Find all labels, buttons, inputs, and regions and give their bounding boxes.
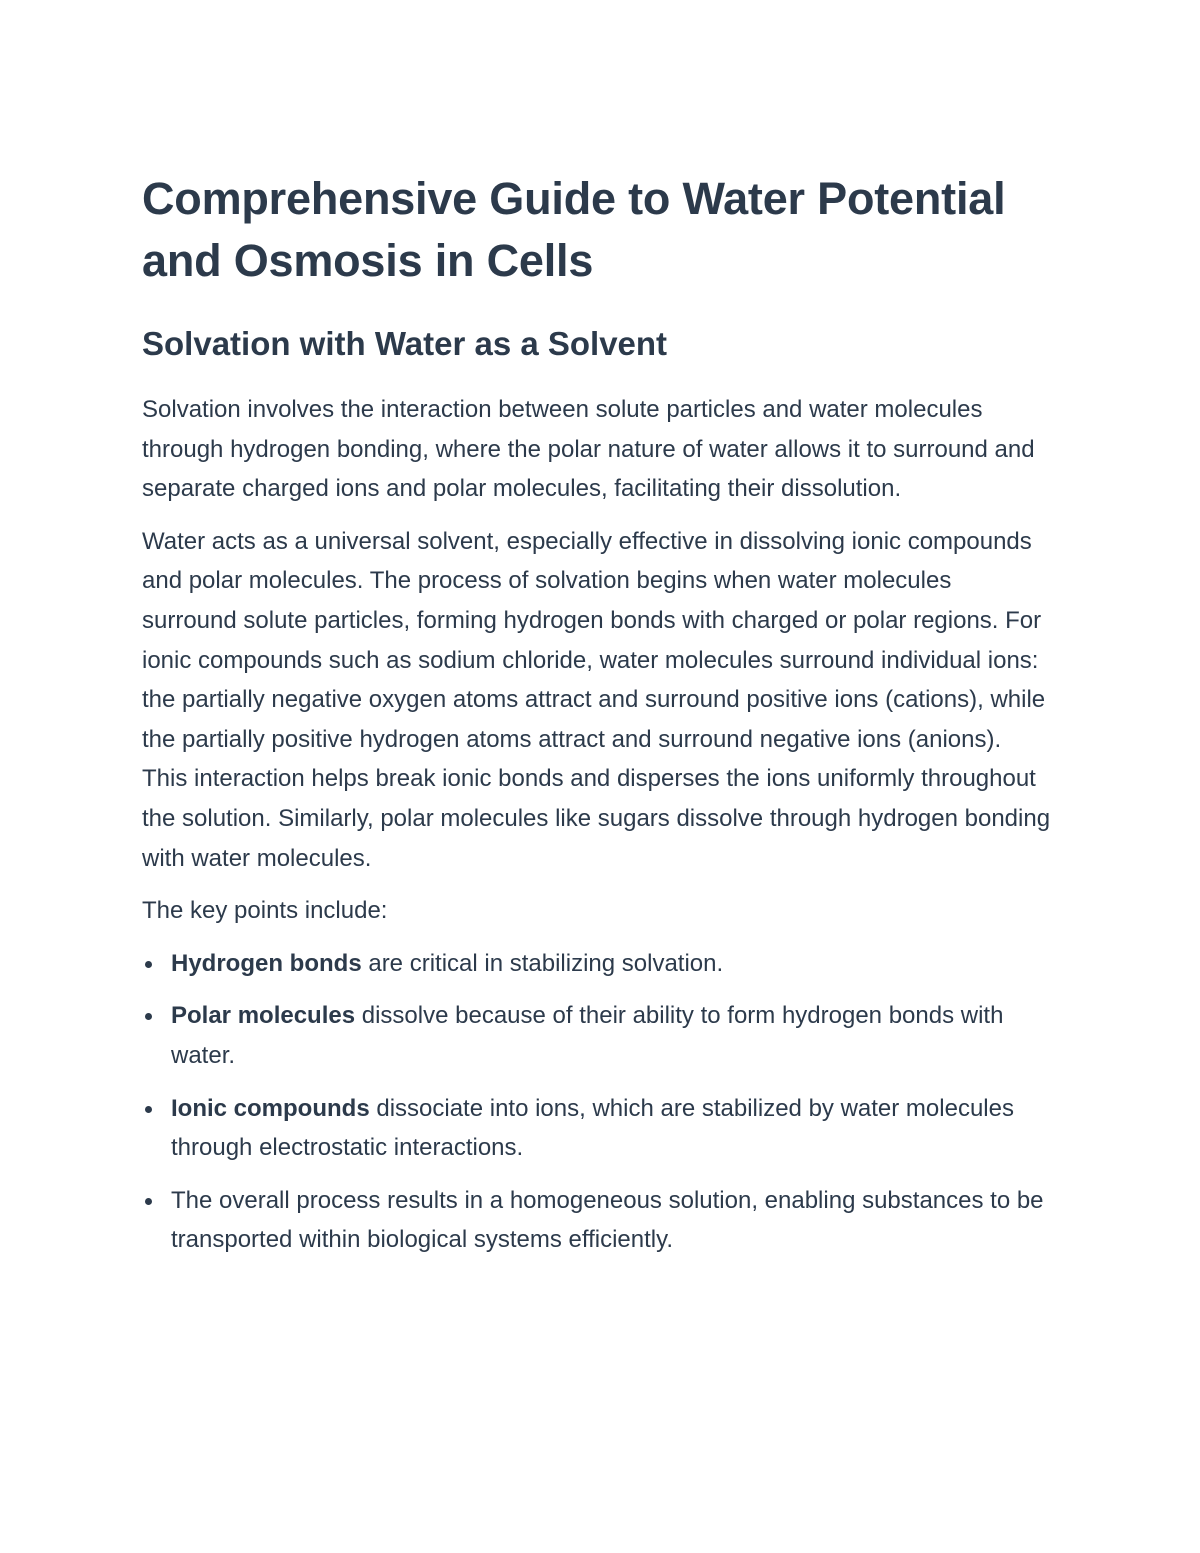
bullet-icon — [145, 1198, 152, 1205]
list-item-bold: Hydrogen bonds — [171, 949, 362, 977]
key-points-list — [142, 944, 1052, 1260]
paragraph-intro: Solvation involves the interaction between solute particles and water molecules through hydrogen bonding, where the polar nature of water allows it to surround and separate charged ions and polar molecules, facilitating their dissolution. — [142, 396, 1035, 503]
list-item-text: The overall process results in a homogeneous solution, enabling substances to be transported within biological systems efficiently. — [171, 1186, 1044, 1254]
paragraph-key-points-lead: The key points include: — [142, 897, 388, 925]
bullet-icon — [145, 961, 152, 968]
list-item-text: are critical in stabilizing solvation. — [361, 949, 724, 977]
list-item-text: dissolve because of their ability to form hydrogen bonds with water. — [171, 1002, 1004, 1069]
list-item — [142, 1089, 1052, 1168]
paragraph-body: Water acts as a universal solvent, especially effective in dissolving ionic compounds and polar molecules. The process of solvation begins when water molecules surround solute particles, forming hydrogen bonds with charged or polar regions. For ionic compounds such as sodium chloride, water molecules surround individual ions: the partially negative oxygen atoms attract and surround positive ions (cations), while the partially positive hydrogen atoms attract and surround negative ions (anions). This interaction helps break ionic bonds and disperses the ions uniformly throughout the solution. Similarly, polar molecules like sugars dissolve through hydrogen bonding with water molecules. — [142, 527, 1051, 872]
list-item-bold: Ionic compounds — [171, 1094, 370, 1122]
document-page — [142, 168, 1052, 1273]
list-item — [142, 944, 1052, 984]
bullet-icon — [145, 1106, 152, 1113]
page-title: Comprehensive Guide to Water Potential and Osmosis in Cells — [142, 173, 1006, 286]
list-item-text: dissociate into ions, which are stabilized by water molecules through electrostatic interactions. — [171, 1094, 1014, 1162]
list-item — [142, 1181, 1052, 1260]
list-item — [142, 996, 1052, 1075]
section-heading: Solvation with Water as a Solvent — [142, 325, 668, 362]
bullet-icon — [145, 1013, 152, 1020]
list-item-bold: Polar molecules — [171, 1002, 356, 1030]
